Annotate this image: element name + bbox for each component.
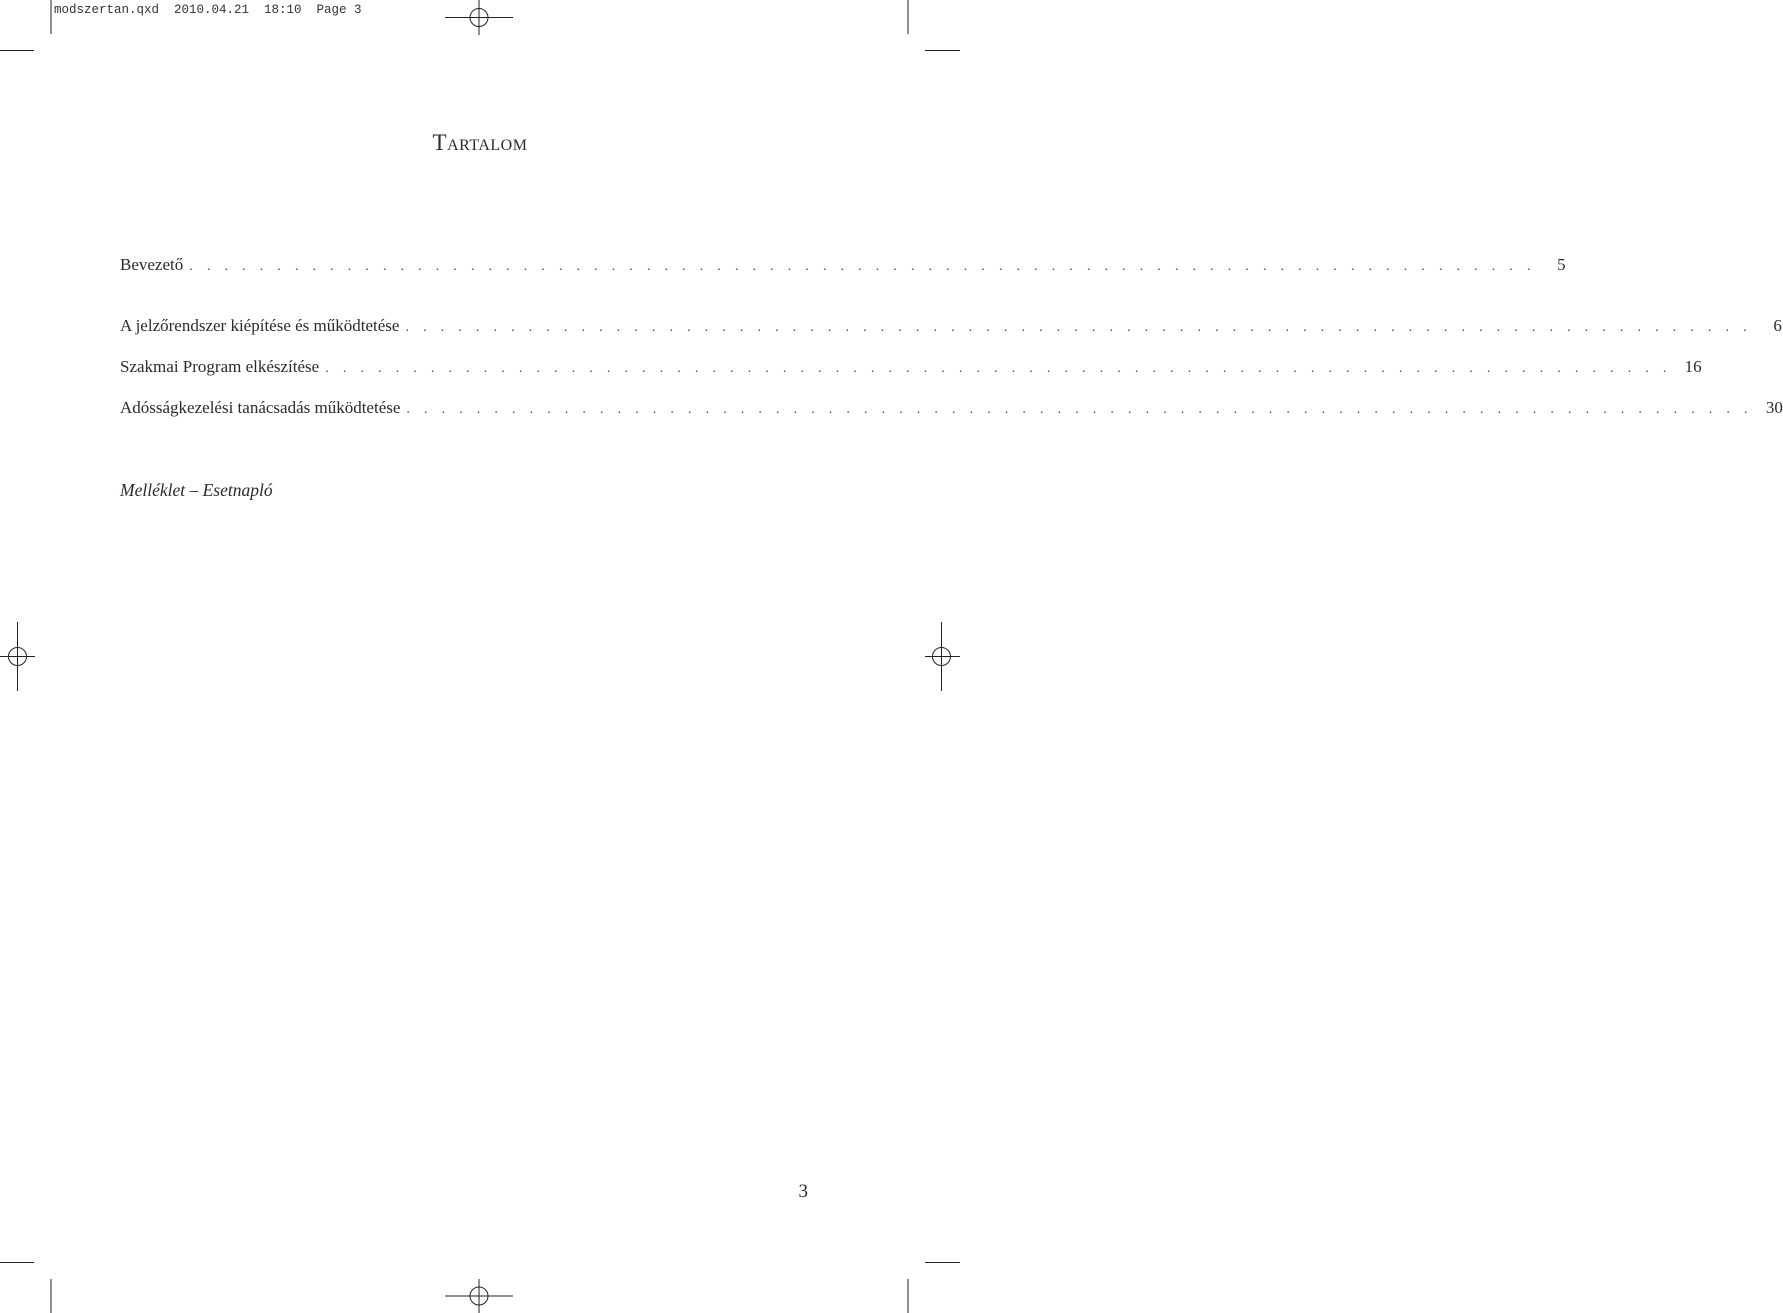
toc-entry-debt-counseling[interactable] (120, 398, 1783, 422)
toc-entry-signal-system[interactable] (120, 316, 1782, 340)
toc-entry-page: 30 (1765, 398, 1783, 417)
appendix-entry[interactable]: Melléklet – Esetnapló (120, 480, 273, 500)
toc-entry-page: 5 (1557, 255, 1566, 274)
toc-leader-dots: . . . . . . . . . . . . . . . . . . . . . . . . . . . . . . . . . . . . . . . . . . . . . . . . . . . . . . . . . . . . . . . . . . . . . . . . . . . . . (189, 259, 1536, 274)
registration-mark-right (925, 622, 960, 691)
toc-entry-professional-program[interactable] (120, 357, 1702, 381)
toc-entry-label: Bevezető (120, 255, 184, 274)
registration-mark-left (0, 622, 35, 691)
page-title: Tartalom (432, 130, 528, 155)
toc-entry-page: 6 (1773, 316, 1782, 335)
toc-entry-label: A jelzőrendszer kiépítése és működtetése (120, 316, 400, 335)
toc-entry-label: Szakmai Program elkészítése (120, 357, 320, 376)
toc-leader-dots: . . . . . . . . . . . . . . . . . . . . . . . . . . . . . . . . . . . . . . . . . . . . . . . . . . . . . . . . . . . . . . . . . . . . . . . . . . . . . (406, 402, 1753, 417)
toc-leader-dots: . . . . . . . . . . . . . . . . . . . . . . . . . . . . . . . . . . . . . . . . . . . . . . . . . . . . . . . . . . . . . . . . . . . . . . . . . . . . . (405, 320, 1752, 335)
page-number: 3 (798, 1181, 808, 1202)
toc-entry-introduction[interactable] (120, 255, 1566, 279)
toc-entry-page: 16 (1684, 357, 1702, 376)
slug-line: modszertan.qxd 2010.04.21 18:10 Page 3 (54, 3, 362, 17)
toc-entry-label: Adósságkezelési tanácsadás működtetése (120, 398, 401, 417)
registration-mark-bottom (445, 1279, 513, 1313)
toc-leader-dots: . . . . . . . . . . . . . . . . . . . . . . . . . . . . . . . . . . . . . . . . . . . . . . . . . . . . . . . . . . . . . . . . . . . . . . . . . . . . . (325, 361, 1672, 376)
registration-mark-top (445, 0, 513, 35)
